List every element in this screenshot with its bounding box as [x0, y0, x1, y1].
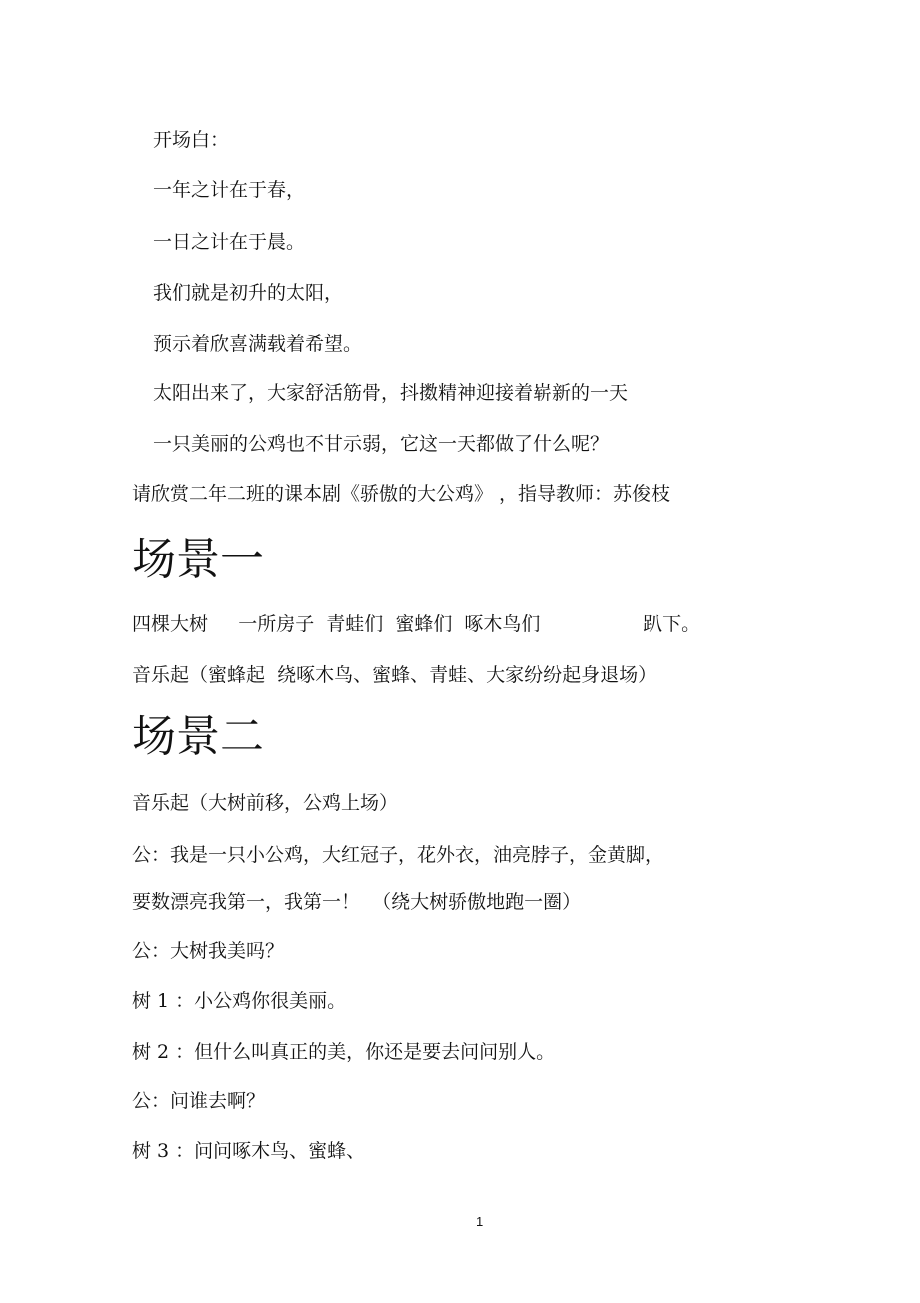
- scene2-line: 公：我是一只小公鸡，大红冠子，花外衣，油亮脖子，金黄脚，: [132, 844, 665, 866]
- scene2-line: 公：大树我美吗？: [132, 940, 285, 962]
- opening-line: 一只美丽的公鸡也不甘示弱，它这一天都做了什么呢？: [153, 433, 610, 455]
- opening-line: 一年之计在于春，: [153, 179, 306, 201]
- scene1-title: 场景一: [132, 534, 264, 585]
- scene2-line: 要数漂亮我第一，我第一！ （绕大树骄傲地跑一圈）: [132, 891, 582, 913]
- scene2-line: 音乐起（大树前移，公鸡上场）: [132, 792, 399, 814]
- scene2-line: 树 1 ：小公鸡你很美丽。: [132, 990, 347, 1012]
- opening-line: 我们就是初升的太阳，: [153, 282, 344, 304]
- scene2-title: 场景二: [132, 711, 264, 762]
- scene2-line: 树 2 ：但什么叫真正的美，你还是要去问问别人。: [132, 1041, 556, 1063]
- scene2-line: 公：问谁去啊？: [132, 1090, 266, 1112]
- opening-line: 预示着欣喜满载着希望。: [153, 333, 363, 355]
- opening-label: 开场白：: [153, 129, 230, 151]
- opening-line: 太阳出来了，大家舒活筋骨，抖擞精神迎接着崭新的一天: [153, 382, 629, 404]
- opening-intro: 请欣赏二年二班的课本剧《骄傲的大公鸡》 ，指导教师：苏俊枝: [132, 483, 671, 505]
- scene1-music: 音乐起（蜜蜂起 绕啄木鸟、蜜蜂、青蛙、大家纷纷起身退场）: [132, 664, 658, 686]
- page-number: 1: [476, 1214, 484, 1229]
- opening-line: 一日之计在于晨。: [153, 231, 306, 253]
- scene1-props: 四棵大树 一所房子 青蛙们 蜜蜂们 啄木鸟们 趴下。: [132, 613, 701, 635]
- scene2-line: 树 3 ：问问啄木鸟、蜜蜂、: [132, 1140, 366, 1162]
